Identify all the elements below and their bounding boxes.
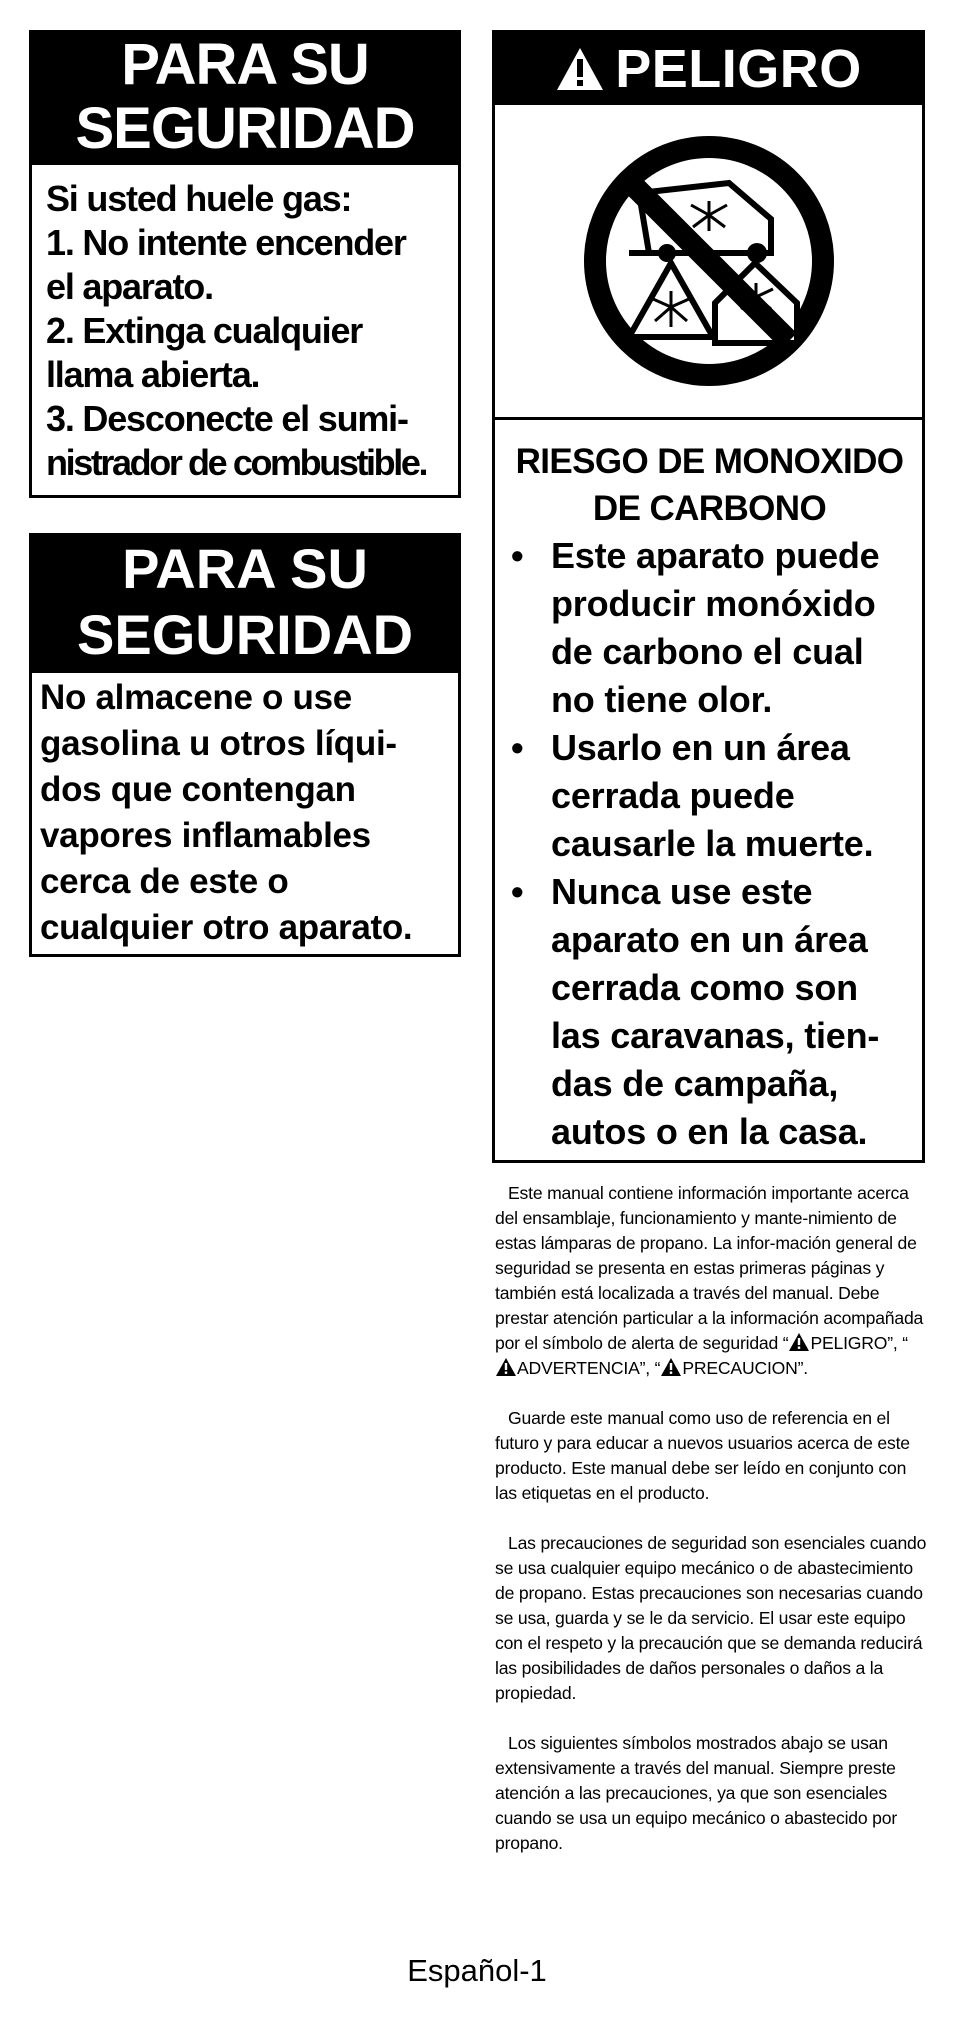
danger-bullets (505, 532, 914, 1156)
safety-title-line1: PARA SU (122, 537, 368, 600)
bullet-line: causarle la muerte. (551, 823, 874, 864)
text-line: cerca de este o (40, 862, 289, 901)
text-line: 2. Extinga cualquier (46, 310, 363, 351)
safety-box-gasoline (29, 533, 461, 957)
bullet-dot: • (511, 871, 524, 912)
intro-paragraphs (495, 1181, 927, 1881)
bullet-line: Este aparato puede (551, 535, 880, 576)
bullet-item (505, 868, 914, 1156)
danger-box (492, 30, 925, 1163)
danger-header (495, 33, 922, 105)
paragraph-3: Las precauciones de seguridad son esenciales cuando se usa cualquier equipo mecánico o de abastecimiento de propano. Estas precauciones son necesarias cuando se usa, guarda y se le da servicio. El usar este equipo con el respeto y la precaución que se demanda reducirá las posibilidades de daños personales o daños a la propiedad. (495, 1533, 927, 1703)
bullet-line: autos o en la casa. (551, 1111, 868, 1152)
text-line: vapores inflamables (40, 816, 371, 855)
paragraph-2: Guarde este manual como uso de referencia en el futuro y para educar a nuevos usuarios acerca de este producto. Este manual debe ser leído en conjunto con las etiquetas en el producto. (495, 1408, 910, 1503)
danger-text (495, 420, 922, 1156)
word-peligro: PELIGRO (810, 1333, 888, 1353)
danger-subtitle (505, 438, 914, 532)
text-line: cualquier otro aparato. (40, 908, 413, 947)
safety-box-header (32, 536, 458, 673)
bullet-line: cerrada como son (551, 967, 858, 1008)
bullet-dot: • (511, 727, 524, 768)
warning-triangle-icon (788, 1332, 810, 1352)
safety-title-line1: PARA SU (121, 32, 369, 97)
text-line: llama abierta. (46, 354, 260, 395)
bullet-line: das de campaña, (551, 1063, 839, 1104)
bullet-dot: • (511, 535, 524, 576)
bullet-line: aparato en un área (551, 919, 868, 960)
safety-box-text (32, 165, 458, 485)
text-line: nistrador de combustible. (46, 442, 427, 483)
bullet-line: producir monóxido (551, 583, 876, 624)
word-precaucion: PRECAUCION (682, 1358, 798, 1378)
pictogram (495, 105, 922, 420)
safety-box-gas-smell (29, 30, 461, 498)
bullet-line: Nunca use este (551, 871, 813, 912)
text-line: Si usted huele gas: (46, 178, 352, 219)
paragraph-1-text: Este manual contiene información importante acerca del ensamblaje, funcionamiento y mante-nimiento de estas lámparas de propano. La infor-mación general de seguridad se presenta en estas primeras páginas y también está localizada a través del manual. Debe prestar atención particular a la información acompañada por el símbolo de alerta de seguridad “ (495, 1183, 924, 1353)
page-number: Español-1 (407, 1953, 547, 1988)
safety-box-text (32, 673, 458, 951)
text-line: No almacene o use (40, 678, 352, 717)
word-advertencia: ADVERTENCIA (517, 1358, 640, 1378)
paragraph-1 (495, 1181, 927, 1381)
safety-title-line2: SEGURIDAD (75, 96, 415, 161)
danger-subtitle-line1: RIESGO DE MONOXIDO (515, 442, 904, 481)
warning-triangle-icon (660, 1357, 682, 1377)
bullet-line: no tiene olor. (551, 679, 773, 720)
safety-box-header (32, 33, 458, 165)
bullet-line: de carbono el cual (551, 631, 864, 672)
danger-subtitle-line2: DE CARBONO (592, 489, 827, 528)
separator: ”, “ (639, 1358, 661, 1378)
danger-title: PELIGRO (615, 38, 862, 99)
no-tent-camper-house-icon (579, 131, 839, 391)
text-line: 3. Desconecte el sumi- (46, 398, 408, 439)
text-line: 1. No intente encender (46, 222, 406, 263)
text-line: el aparato. (46, 266, 213, 307)
text-line: dos que contengan (40, 770, 356, 809)
safety-title-line2: SEGURIDAD (76, 603, 414, 666)
text-line: gasolina u otros líqui- (40, 724, 397, 763)
bullet-item (505, 724, 914, 868)
paragraph-1-end: ”. (797, 1358, 808, 1378)
bullet-line: Usarlo en un área (551, 727, 850, 768)
bullet-line: cerrada puede (551, 775, 795, 816)
bullet-line: las caravanas, tien- (551, 1015, 880, 1056)
warning-triangle-icon (495, 1357, 517, 1377)
paragraph-4: Los siguientes símbolos mostrados abajo se usan extensivamente a través del manual. Siempre preste atención a las precauciones, ya que son esenciales cuando se usa un equipo mecánico o abastecido por propano. (495, 1733, 897, 1853)
bullet-item (505, 532, 914, 724)
warning-triangle-icon (555, 46, 605, 92)
separator: ”, “ (887, 1333, 908, 1353)
